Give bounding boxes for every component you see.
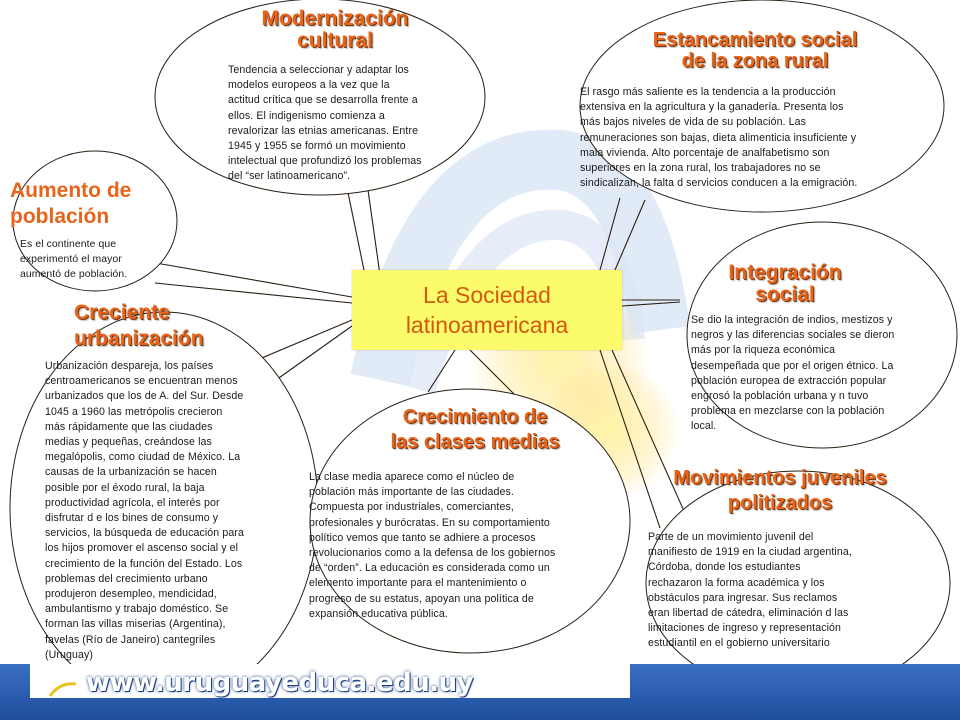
title-juveniles-line2: politizados bbox=[727, 492, 833, 514]
text-line: eran libertad de cátedra, eliminación d las bbox=[648, 607, 849, 620]
text-line: aumentó de población. bbox=[20, 269, 128, 281]
title-estancamiento bbox=[620, 30, 890, 72]
text-line: más por la riqueza económica bbox=[691, 344, 836, 357]
title-modernizacion-line1: Modernización bbox=[261, 7, 409, 30]
text-line: crecimiento de la función del Estado. Los bbox=[45, 557, 243, 570]
title-clases-medias-line2: las clases medias bbox=[390, 431, 560, 453]
text-line: más bajos niveles de vida de su población. Las bbox=[580, 116, 807, 129]
connector-clases bbox=[428, 350, 455, 392]
central-topic bbox=[352, 270, 622, 350]
text-line: mala vivienda. Alto porcentaje de analfabetismo son bbox=[580, 146, 830, 159]
central-topic-line1: La Sociedad bbox=[423, 282, 551, 308]
connector-estancamiento-2 bbox=[615, 200, 645, 270]
title-integracion-line1: Integración bbox=[728, 261, 842, 284]
text-line: megalópolis, como ciudad de México. La bbox=[45, 451, 241, 464]
text-line: forman las villas miserias (Argentina), bbox=[45, 618, 226, 631]
text-line: estudiantil en el gobierno universitario bbox=[648, 637, 830, 650]
text-aumento bbox=[20, 237, 160, 283]
text-line: ellos. El indigenismo comienza a bbox=[228, 109, 385, 122]
text-line: más rápidamente que las ciudades bbox=[45, 420, 213, 433]
title-integracion-line2: social bbox=[755, 283, 815, 307]
text-line: del “ser latinoamericano”. bbox=[228, 170, 351, 183]
text-line: manifiesto de 1919 en la ciudad argentina, bbox=[648, 546, 852, 559]
text-line: superiores en la zona rural, los trabajadores no se bbox=[580, 162, 821, 175]
text-line: población más importante de las ciudades. bbox=[309, 486, 514, 499]
footer-website-url[interactable]: www.uruguayeduca.edu.uy bbox=[86, 668, 474, 698]
text-line: Tendencia a seleccionar y adaptar los bbox=[228, 64, 409, 76]
text-line: 1945 y 1955 se formó un movimiento bbox=[228, 140, 406, 153]
text-urbanizacion bbox=[45, 359, 295, 663]
text-line: Parte de un movimiento juvenil del bbox=[648, 531, 814, 543]
text-line: produjeron desempleo, mendicidad, bbox=[45, 588, 217, 601]
text-line: problema en mezclarse con la población bbox=[691, 405, 885, 418]
text-line: experimentó el mayor bbox=[20, 254, 122, 266]
title-estancamiento-line1: Estancamiento social bbox=[652, 29, 858, 51]
text-line: causas de la urbanización se hacen bbox=[45, 466, 217, 479]
text-line: obstáculos para ingresar. Sus reclamos bbox=[648, 591, 838, 604]
title-urbanizacion-line2: urbanización bbox=[74, 327, 204, 350]
title-urbanizacion-line1: Creciente bbox=[74, 301, 170, 324]
text-line: Compuesta por industriales, comerciantes, bbox=[309, 501, 514, 514]
connector-estancamiento bbox=[600, 198, 620, 270]
title-modernizacion-line2: cultural bbox=[297, 29, 373, 53]
title-aumento-line2: población bbox=[10, 205, 110, 228]
text-line: extensiva en la agricultura y la ganadería. Presenta los bbox=[580, 101, 844, 114]
central-topic-line2: latinoamericana bbox=[405, 312, 569, 338]
text-line: posible por el éxodo rural, la baja bbox=[45, 481, 205, 494]
text-line: Es el continente que bbox=[20, 239, 117, 250]
text-integracion bbox=[691, 313, 946, 435]
title-urbanizacion bbox=[74, 300, 254, 352]
text-line: sindicalizan, la falta d servicios conducen a la emigración. bbox=[580, 177, 858, 190]
text-modernizacion bbox=[228, 63, 478, 185]
text-line: urbanizados que los de A. del Sur. Desde bbox=[45, 390, 244, 403]
text-line: elemento importante para el mantenimiento o bbox=[309, 577, 527, 590]
title-juveniles bbox=[640, 466, 920, 516]
text-line: servicios, la búsqueda de educación para bbox=[45, 527, 244, 540]
text-line: Córdoba, donde los estudiantes bbox=[648, 561, 801, 574]
text-line: centroamericanos se encuentran menos bbox=[45, 375, 238, 388]
text-line: profesionales y burócratas. En su comportamiento bbox=[309, 516, 550, 529]
text-estancamiento bbox=[580, 85, 920, 191]
title-estancamiento-line2: de la zona rural bbox=[681, 50, 829, 72]
title-clases-medias-line1: Crecimiento de bbox=[402, 406, 548, 428]
globe-logo-icon bbox=[42, 670, 80, 700]
text-line: revolucionarios como a la defensa de los gobiernos bbox=[309, 547, 556, 560]
text-line: actitud crítica que se desarrolla frente a bbox=[228, 94, 418, 107]
text-clases-medias bbox=[309, 470, 619, 622]
text-line: disfrutar d e los bines de consumo y bbox=[45, 512, 219, 525]
text-line: de “orden”. La educación es considerada como un bbox=[309, 562, 550, 575]
text-line: local. bbox=[691, 420, 717, 433]
text-line: 1045 a 1960 las metrópolis crecieron bbox=[45, 405, 223, 418]
text-line: (Uruguay) bbox=[45, 648, 93, 661]
text-line: rechazaron la forma académica y los bbox=[648, 576, 825, 589]
title-juveniles-line1: Movimientos juveniles bbox=[673, 467, 887, 489]
text-line: Urbanización despareja, los países bbox=[45, 360, 214, 372]
text-line: El rasgo más saliente es la tendencia a la producción bbox=[580, 86, 836, 98]
text-line: Se dio la integración de indios, mestizos y bbox=[691, 314, 893, 326]
text-line: remuneraciones son bajas, dieta alimenticia insuficiente y bbox=[580, 131, 857, 144]
text-juveniles bbox=[648, 530, 918, 652]
title-integracion bbox=[710, 262, 860, 306]
title-aumento bbox=[10, 178, 180, 230]
connector-integracion-2 bbox=[622, 302, 680, 306]
text-line: los hijos promover el ascenso social y el bbox=[45, 542, 239, 555]
text-line: revalorizar las etnias americanas. Entre bbox=[228, 124, 419, 137]
text-line: progreso de su estatus, apoyan una política de bbox=[309, 592, 534, 605]
text-line: expansión educativa pública. bbox=[309, 607, 448, 620]
text-line: engrosó la población urbana y n tuvo bbox=[691, 390, 869, 403]
title-clases-medias bbox=[355, 405, 595, 455]
text-line: negros y las diferencias sociales se dieron bbox=[691, 329, 895, 342]
text-line: modelos europeos a la vez que la bbox=[228, 79, 390, 92]
text-line: ambulantismo y trabajo doméstico. Se bbox=[45, 603, 229, 616]
text-line: problemas del crecimiento urbano bbox=[45, 572, 208, 585]
connector-modernizacion-2 bbox=[368, 190, 380, 275]
text-line: La clase media aparece como el núcleo de bbox=[309, 471, 515, 483]
text-line: limitaciones de ingreso y representación bbox=[648, 622, 842, 635]
text-line: población europea de extracción popular bbox=[691, 374, 887, 387]
title-aumento-line1: Aumento de bbox=[10, 179, 132, 202]
text-line: productividad agrícola, el interés por bbox=[45, 496, 220, 509]
connector-aumento bbox=[150, 262, 352, 297]
text-line: favelas (Río de Janeiro) cantegriles bbox=[45, 633, 216, 646]
text-line: desempeñada que por el origen étnico. La bbox=[691, 359, 894, 372]
title-modernizacion bbox=[240, 8, 430, 52]
text-line: intelectual que profundizó los problemas bbox=[228, 155, 422, 168]
text-line: medias y pequeñas, creándose las bbox=[45, 436, 212, 449]
text-line: político vemos que tanto se adhiere a procesos bbox=[309, 531, 536, 544]
